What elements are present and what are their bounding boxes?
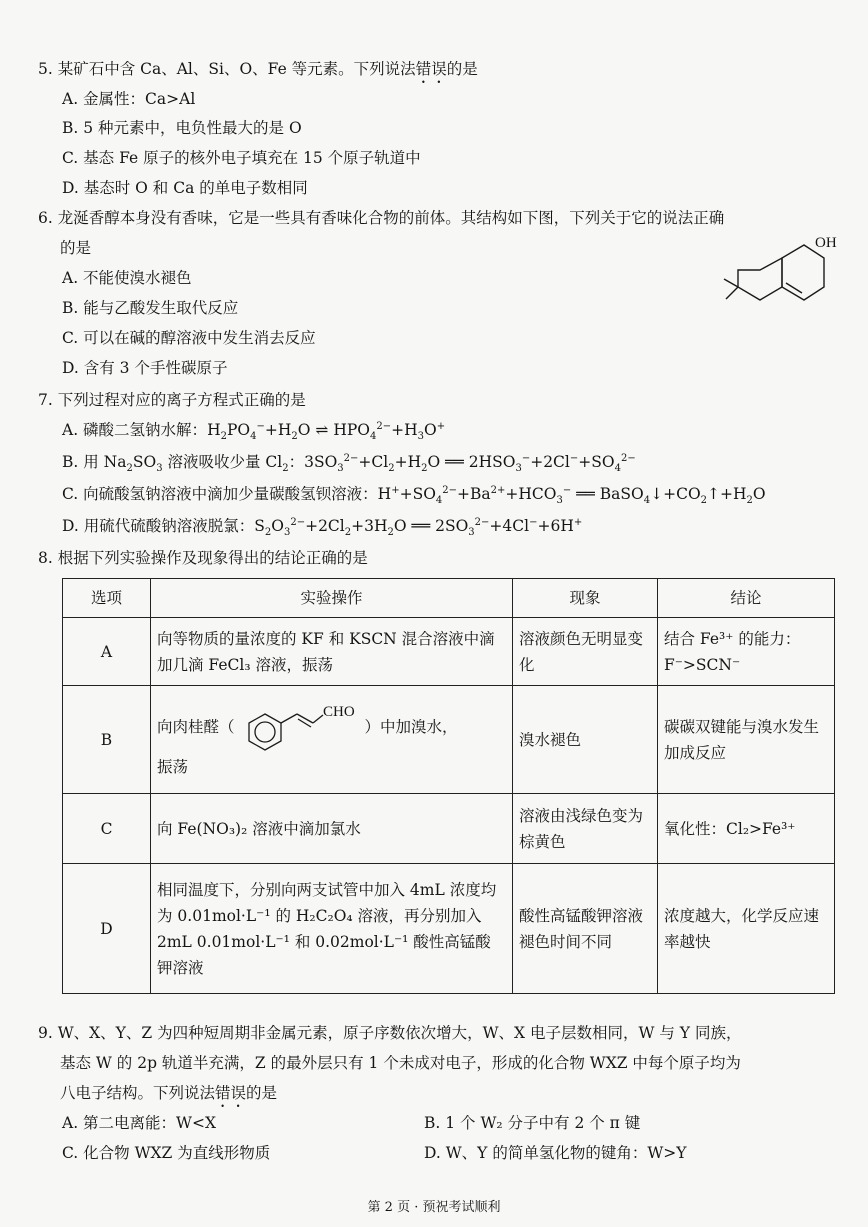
row-conclusion: 结合 Fe³⁺ 的能力：F⁻>SCN⁻: [658, 618, 835, 686]
methyl-1: [724, 279, 738, 287]
benzene-ring: [249, 714, 281, 750]
header-operation: 实验操作: [151, 579, 513, 618]
q9-stem-line2: 基态 W 的 2p 轨道半充满，Z 的最外层只有 1 个未成对电子，形成的化合物 WXZ 中每个原子均为: [60, 1054, 741, 1072]
row-phenomenon: 溶液由浅绿色变为棕黄色: [513, 794, 658, 864]
table-row: [63, 864, 835, 994]
header-phenomenon: 现象: [513, 579, 658, 618]
left-ring: [738, 258, 782, 300]
q6-option-c: C. 可以在碱的醇溶液中发生消去反应: [62, 329, 316, 347]
row-phenomenon: 溴水褪色: [513, 686, 658, 794]
q9-option-b: B. 1 个 W₂ 分子中有 2 个 π 键: [424, 1114, 641, 1132]
q5-option-c: C. 基态 Fe 原子的核外电子填充在 15 个原子轨道中: [62, 149, 421, 167]
q7-option-b: B. 用 $Na_2SO_3$ 溶液吸收少量 $Cl_2$：$3SO_3^{2-}+Cl_2+H_2O$ ══ $2HSO_3^-+2Cl^-+SO_4^{2-}$: [62, 452, 636, 475]
q5-option-a: A. 金属性：Ca>Al: [62, 90, 196, 108]
table-row: [63, 686, 835, 794]
row-conclusion: 氧化性：Cl₂>Fe³⁺: [658, 794, 835, 864]
row-phenomenon: 溶液颜色无明显变化: [513, 618, 658, 686]
page-footer: 第 2 页 · 预祝考试顺利: [367, 1200, 501, 1215]
q9-stem-line1: 9. W、X、Y、Z 为四种短周期非金属元素，原子序数依次增大，W、X 电子层数相同，W 与 Y 同族，: [38, 1024, 742, 1042]
row-operation: 相同温度下，分别向两支试管中加入 4mL 浓度均为 0.01mol·L⁻¹ 的 H₂C₂O₄ 溶液，再分别加入 2mL 0.01mol·L⁻¹ 和 0.02mol·L⁻¹ 酸性高锰酸钾溶液: [151, 864, 513, 994]
methyl-2: [726, 287, 738, 299]
table-row: [63, 618, 835, 686]
q7-stem: 7. 下列过程对应的离子方程式正确的是: [38, 391, 306, 409]
row-option: D: [63, 864, 151, 994]
q7-option-d: D. 用硫代硫酸钠溶液脱氯：$S_2O_3^{2-}+2Cl_2+3H_2O$ ══ $2SO_3^{2-}+4Cl^-+6H^+$: [62, 516, 583, 539]
q6-option-a: A. 不能使溴水褪色: [62, 269, 192, 287]
q9-option-c: C. 化合物 WXZ 为直线形物质: [62, 1144, 271, 1162]
q7-option-c: C. 向硫酸氢钠溶液中滴加少量碳酸氢钡溶液：$H^++SO_4^{2-}+Ba^{2+}+HCO_3^-$ ══ $BaSO_4↓+CO_2↑+H_2O$: [62, 484, 766, 507]
aromatic-circle: [255, 722, 275, 742]
row-option: B: [63, 686, 151, 794]
q9-stem-line3: 八电子结构。下列说法错误的是: [60, 1084, 278, 1102]
q9-option-d: D. W、Y 的简单氢化物的键角：W>Y: [424, 1144, 687, 1162]
q9-option-a: A. 第二电离能：W<X: [62, 1114, 217, 1132]
q6-option-b: B. 能与乙酸发生取代反应: [62, 299, 239, 317]
header-option: 选项: [63, 579, 151, 618]
cinnamaldehyde-structure: [235, 700, 365, 754]
row-option: C: [63, 794, 151, 864]
cho-label: CHO: [322, 703, 355, 720]
vinyl-bond-1: [281, 714, 297, 723]
q8-stem: 8. 根据下列实验操作及现象得出的结论正确的是: [38, 549, 368, 567]
q6-option-d: D. 含有 3 个手性碳原子: [62, 359, 228, 377]
ambrox-structure-diagram: [720, 225, 840, 345]
oh-label: OH: [815, 235, 837, 251]
table-row: [63, 794, 835, 864]
row-operation-line2: 振荡: [157, 757, 189, 776]
row-operation: 向 Fe(NO₃)₂ 溶液中滴加氯水: [151, 794, 513, 864]
row-conclusion: 碳碳双键能与溴水发生加成反应: [658, 686, 835, 794]
row-operation: 向肉桂醛（ CHO ）中加溴水， 振荡: [151, 686, 513, 794]
q5-stem: 5. 某矿石中含 Ca、Al、Si、O、Fe 等元素。下列说法错误的是: [38, 60, 478, 78]
q5-option-b: B. 5 种元素中，电负性最大的是 O: [62, 119, 302, 137]
row-conclusion: 浓度越大，化学反应速率越快: [658, 864, 835, 994]
aldehyde-bond: [313, 715, 323, 723]
row-option: A: [63, 618, 151, 686]
row-operation: 向等物质的量浓度的 KF 和 KSCN 混合溶液中滴加几滴 FeCl₃ 溶液，振荡: [151, 618, 513, 686]
vinyl-double-bond: [297, 714, 313, 723]
table-header-row: [63, 579, 835, 618]
experiment-table: [62, 578, 835, 994]
right-ring: [782, 245, 824, 300]
q7-option-a: A. 磷酸二氢钠水解：$H_2PO_4^-+H_2O$ ⇌ $HPO_4^{2-}+H_3O^+$: [62, 420, 446, 443]
q6-stem-line2: 的是: [60, 239, 92, 257]
row-phenomenon: 酸性高锰酸钾溶液褪色时间不同: [513, 864, 658, 994]
header-conclusion: 结论: [658, 579, 835, 618]
q6-stem-line1: 6. 龙涎香醇本身没有香味，它是一些具有香味化合物的前体。其结构如下图，下列关于它的说法正确: [38, 209, 725, 227]
q5-option-d: D. 基态时 O 和 Ca 的单电子数相同: [62, 179, 308, 197]
